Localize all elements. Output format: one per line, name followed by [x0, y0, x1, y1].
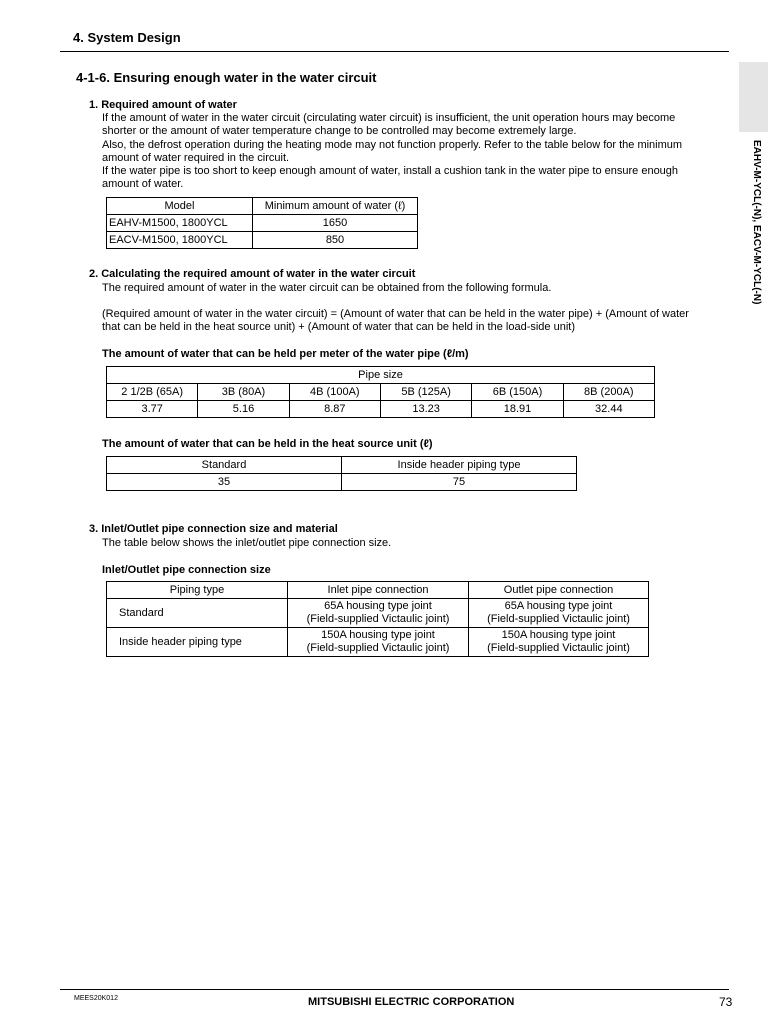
table-cell: EACV-M1500, 1800YCL	[107, 232, 253, 249]
s1-line: If the amount of water in the water circuit (circulating water circuit) is insufficient, the unit operation hours may become	[102, 112, 676, 124]
pipe-size-cell: 5B (125A)	[380, 384, 471, 401]
chapter-title: 4. System Design	[73, 30, 181, 45]
side-tab-text	[748, 140, 762, 310]
piping-type-cell: Inside header piping type	[107, 628, 288, 657]
cell-line: 65A housing type joint	[504, 600, 613, 612]
table-cell: 35	[107, 474, 342, 491]
cell-line: (Field-supplied Victaulic joint)	[487, 613, 630, 625]
table-header: Piping type	[107, 582, 288, 599]
table-cell: 1650	[253, 215, 418, 232]
s1-line: Also, the defrost operation during the heating mode may not function properly. Refer to the table below for the minimum	[102, 138, 683, 151]
unit-water-table	[106, 456, 577, 491]
pipe-size-cell: 8B (200A)	[563, 384, 654, 401]
pipe-size-cell: 4B (100A)	[289, 384, 380, 401]
formula-line: (Required amount of water in the water circuit) = (Amount of water that can be held in the water pipe) + (Amount of water	[102, 308, 689, 320]
document-code: MEES20K012	[74, 995, 118, 1002]
s2-heading: 2. Calculating the required amount of water in the water circuit	[89, 268, 416, 280]
outlet-cell	[469, 628, 649, 657]
cell-line: 150A housing type joint	[501, 629, 616, 641]
table-cell: EAHV-M1500, 1800YCL	[107, 215, 253, 232]
table-header: Inside header piping type	[342, 457, 577, 474]
pipe-size-header: Pipe size	[107, 367, 655, 384]
side-tab-label: EAHV-M-YCL(-N), EACV-M-YCL(-N)	[751, 140, 762, 305]
s3-heading: 3. Inlet/Outlet pipe connection size and material	[89, 523, 338, 535]
pipe-value-cell: 8.87	[289, 401, 380, 418]
s2-intro: The required amount of water in the water circuit can be obtained from the following formula.	[102, 282, 552, 294]
s3-intro: The table below shows the inlet/outlet pipe connection size.	[102, 537, 392, 549]
pipe-size-cell: 2 1/2B (65A)	[107, 384, 198, 401]
table-header: Standard	[107, 457, 342, 474]
cell-line: (Field-supplied Victaulic joint)	[487, 642, 630, 654]
pipe-water-table	[106, 366, 655, 418]
unit-table-caption: The amount of water that can be held in the heat source unit (ℓ)	[102, 438, 433, 450]
pipe-size-cell: 3B (80A)	[198, 384, 289, 401]
connection-table-caption: Inlet/Outlet pipe connection size	[102, 564, 271, 576]
inlet-cell	[288, 628, 469, 657]
table-header: Inlet pipe connection	[288, 582, 469, 599]
table-cell: 75	[342, 474, 577, 491]
header-rule	[60, 51, 729, 52]
piping-type-cell: Standard	[107, 599, 288, 628]
s1-line: amount of water required in the circuit.	[102, 151, 290, 164]
min-water-table	[106, 197, 418, 249]
cell-line: (Field-supplied Victaulic joint)	[306, 642, 450, 654]
footer-rule	[60, 989, 729, 990]
pipe-value-cell: 13.23	[380, 401, 471, 418]
pipe-value-cell: 3.77	[107, 401, 198, 418]
s2-formula	[102, 308, 689, 335]
corporation-name: MITSUBISHI ELECTRIC CORPORATION	[308, 996, 515, 1008]
s1-heading: 1. Required amount of water	[89, 99, 237, 111]
inlet-cell	[288, 599, 469, 628]
outlet-cell	[469, 599, 649, 628]
s1-line: If the water pipe is too short to keep enough amount of water, install a cushion tank in the water pipe to ensure enough	[102, 165, 679, 178]
cell-line: 150A housing type joint	[321, 629, 435, 641]
section-title: 4-1-6. Ensuring enough water in the water circuit	[76, 70, 377, 85]
pipe-value-cell: 18.91	[472, 401, 563, 418]
page-number: 73	[719, 995, 733, 1009]
pipe-value-cell: 32.44	[563, 401, 654, 418]
pipe-value-cell: 5.16	[198, 401, 289, 418]
table-cell: 850	[253, 232, 418, 249]
s1-paragraph	[102, 112, 682, 192]
connection-table	[106, 581, 649, 657]
cell-line: 65A housing type joint	[324, 600, 432, 612]
side-tab-marker	[739, 62, 768, 132]
cell-line: (Field-supplied Victaulic joint)	[306, 613, 450, 625]
pipe-size-cell: 6B (150A)	[472, 384, 563, 401]
table-header: Outlet pipe connection	[469, 582, 649, 599]
pipe-table-caption: The amount of water that can be held per meter of the water pipe (ℓ/m)	[102, 348, 469, 360]
formula-line: that can be held in the heat source unit) + (Amount of water that can be held in the load-side unit)	[102, 321, 575, 334]
table-header: Model	[107, 198, 253, 215]
table-header: Minimum amount of water (ℓ)	[253, 198, 418, 215]
s1-line: amount of water.	[102, 178, 184, 191]
s1-line: shorter or the amount of water temperature change to be controlled may become extremely large.	[102, 125, 577, 138]
